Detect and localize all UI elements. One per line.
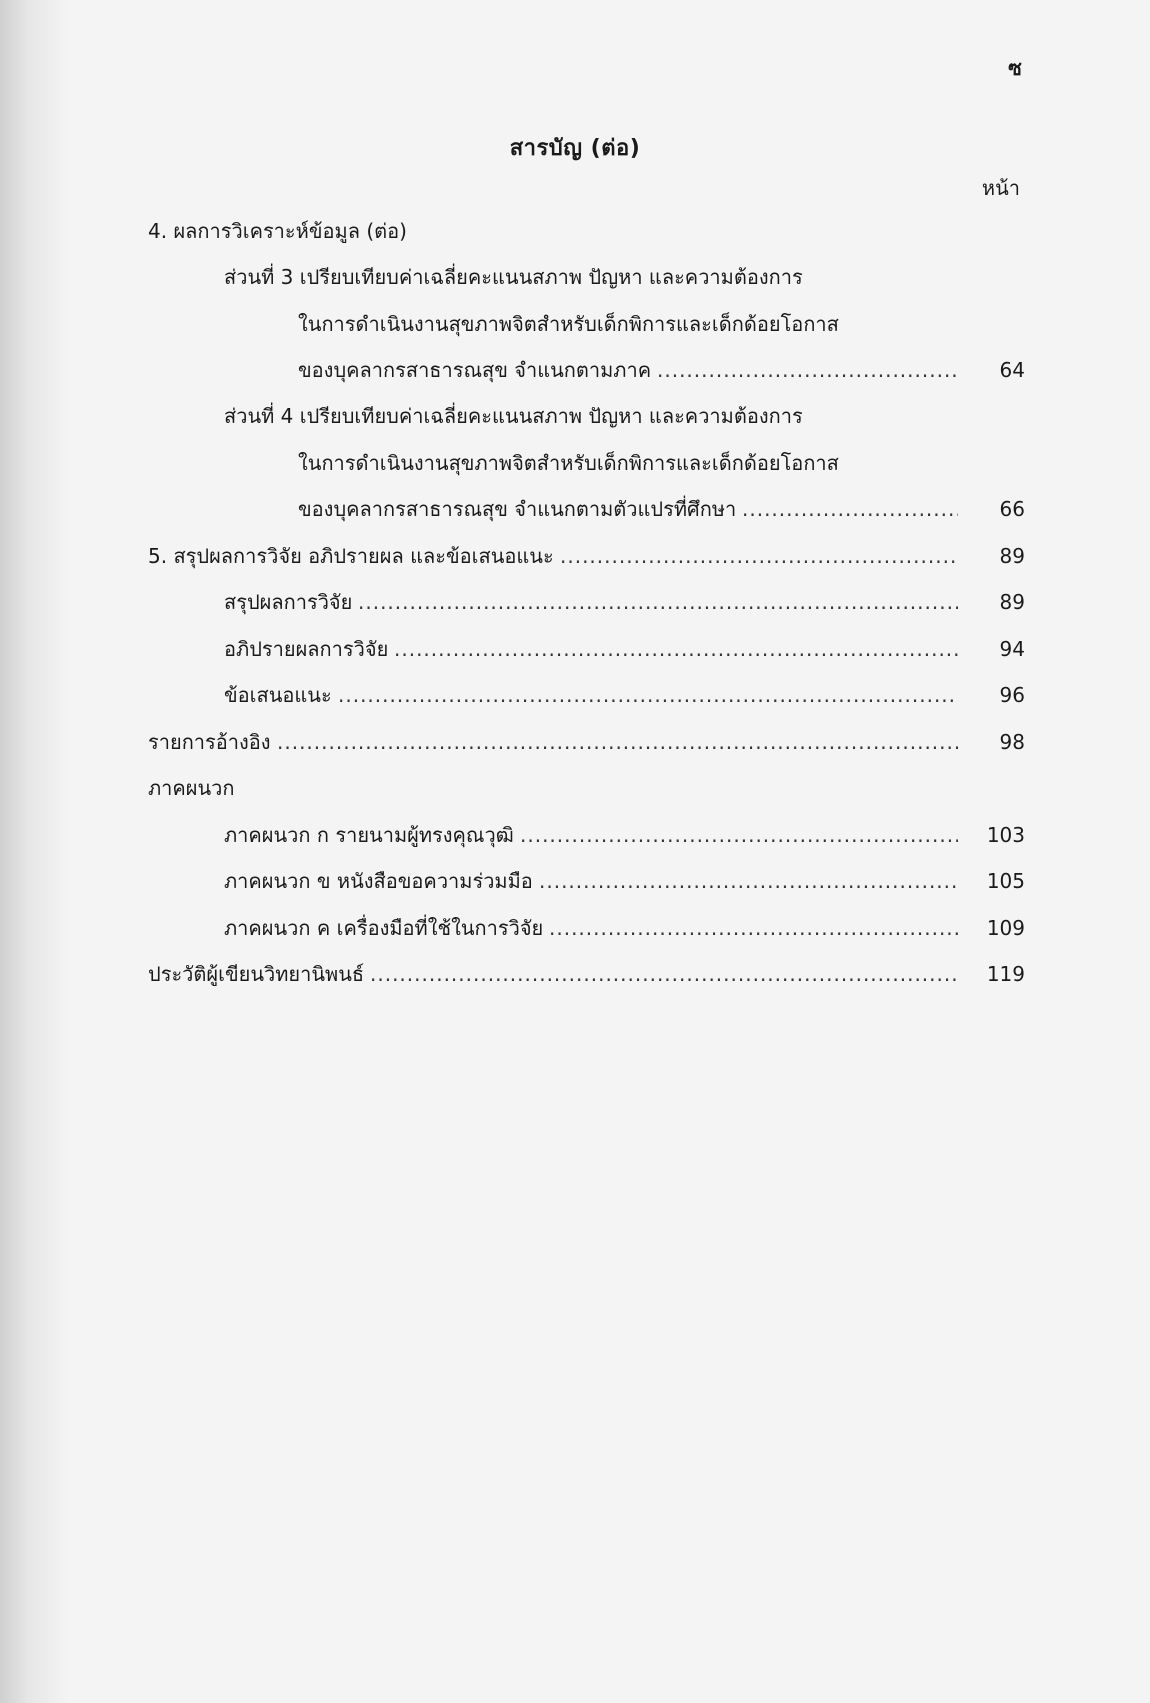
toc-entry-chapter-5 <box>0 534 1150 578</box>
dot-leader <box>742 487 958 531</box>
dot-leader <box>657 348 958 392</box>
dot-leader <box>370 952 958 996</box>
toc-entry-text: ของบุคลากรสาธารณสุข จำแนกตามภาค <box>298 358 652 382</box>
dot-leader <box>539 859 958 903</box>
page-column-label: หน้า <box>981 176 1020 200</box>
toc-entry-text: ข้อเสนอแนะ <box>224 683 332 707</box>
toc-entry-references <box>0 720 1150 764</box>
dot-leader <box>560 534 958 578</box>
toc-entry-part-4-line-3 <box>0 487 1150 531</box>
toc-entry-discussion <box>0 627 1150 671</box>
toc-entry-text: ส่วนที่ 3 เปรียบเทียบค่าเฉลี่ยคะแนนสภาพ ปัญหา และความต้องการ <box>224 265 803 289</box>
toc-entry-appendix-b <box>0 859 1150 903</box>
toc-entry-page: 64 <box>999 358 1025 382</box>
toc-entry-part-3-line-2 <box>0 302 1150 346</box>
toc-entry-text: ภาคผนวก ข หนังสือขอความร่วมมือ <box>224 869 533 893</box>
toc-entry-appendix <box>0 766 1150 810</box>
toc-entry-text: ในการดำเนินงานสุขภาพจิตสำหรับเด็กพิการและเด็กด้อยโอกาส <box>298 451 839 475</box>
toc-entry-appendix-c <box>0 906 1150 950</box>
toc-entry-suggestions <box>0 673 1150 717</box>
toc-entry-page: 119 <box>986 962 1025 986</box>
page-number: ซ <box>1008 56 1022 80</box>
toc-entry-page: 89 <box>999 544 1025 568</box>
toc-entry-text: ในการดำเนินงานสุขภาพจิตสำหรับเด็กพิการและเด็กด้อยโอกาส <box>298 312 839 336</box>
toc-entry-text: สรุปผลการวิจัย <box>224 590 353 614</box>
toc-entry-research-summary <box>0 580 1150 624</box>
toc-entry-page: 103 <box>986 823 1025 847</box>
toc-title: สารบัญ (ต่อ) <box>509 136 641 161</box>
toc-entry-text: ของบุคลากรสาธารณสุข จำแนกตามตัวแปรที่ศึกษา <box>298 497 737 521</box>
toc-entry-text: ภาคผนวก <box>148 776 235 800</box>
toc-entry-page: 109 <box>986 916 1025 940</box>
dot-leader <box>394 627 958 671</box>
dot-leader <box>277 720 958 764</box>
toc-entry-chapter-4 <box>0 209 1150 253</box>
toc-entry-text: อภิปรายผลการวิจัย <box>224 637 389 661</box>
toc-entry-text: 5. สรุปผลการวิจัย อภิปรายผล และข้อเสนอแนะ <box>148 544 554 568</box>
toc-entry-author-biography <box>0 952 1150 996</box>
toc-entry-page: 89 <box>999 590 1025 614</box>
toc-entry-text: 4. ผลการวิเคราะห์ข้อมูล (ต่อ) <box>148 219 407 243</box>
toc-entry-part-3-line-3 <box>0 348 1150 392</box>
dot-leader <box>358 580 958 624</box>
toc-entry-part-4-line-2 <box>0 441 1150 485</box>
dot-leader <box>338 673 958 717</box>
toc-entry-text: ส่วนที่ 4 เปรียบเทียบค่าเฉลี่ยคะแนนสภาพ ปัญหา และความต้องการ <box>224 404 803 428</box>
toc-entry-part-4 <box>0 394 1150 438</box>
toc-entry-text: ประวัติผู้เขียนวิทยานิพนธ์ <box>148 962 365 986</box>
toc-entry-page: 94 <box>999 637 1025 661</box>
dot-leader <box>549 906 958 950</box>
toc-entry-text: ภาคผนวก ค เครื่องมือที่ใช้ในการวิจัย <box>224 916 544 940</box>
toc-entry-text: รายการอ้างอิง <box>148 730 271 754</box>
toc-entry-part-3 <box>0 255 1150 299</box>
toc-entry-page: 98 <box>999 730 1025 754</box>
toc-entry-appendix-a <box>0 813 1150 857</box>
toc-entry-text: ภาคผนวก ก รายนามผู้ทรงคุณวุฒิ <box>224 823 514 847</box>
toc-entry-page: 96 <box>999 683 1025 707</box>
toc-entry-page: 105 <box>986 869 1025 893</box>
dot-leader <box>520 813 958 857</box>
toc-entry-page: 66 <box>999 497 1025 521</box>
